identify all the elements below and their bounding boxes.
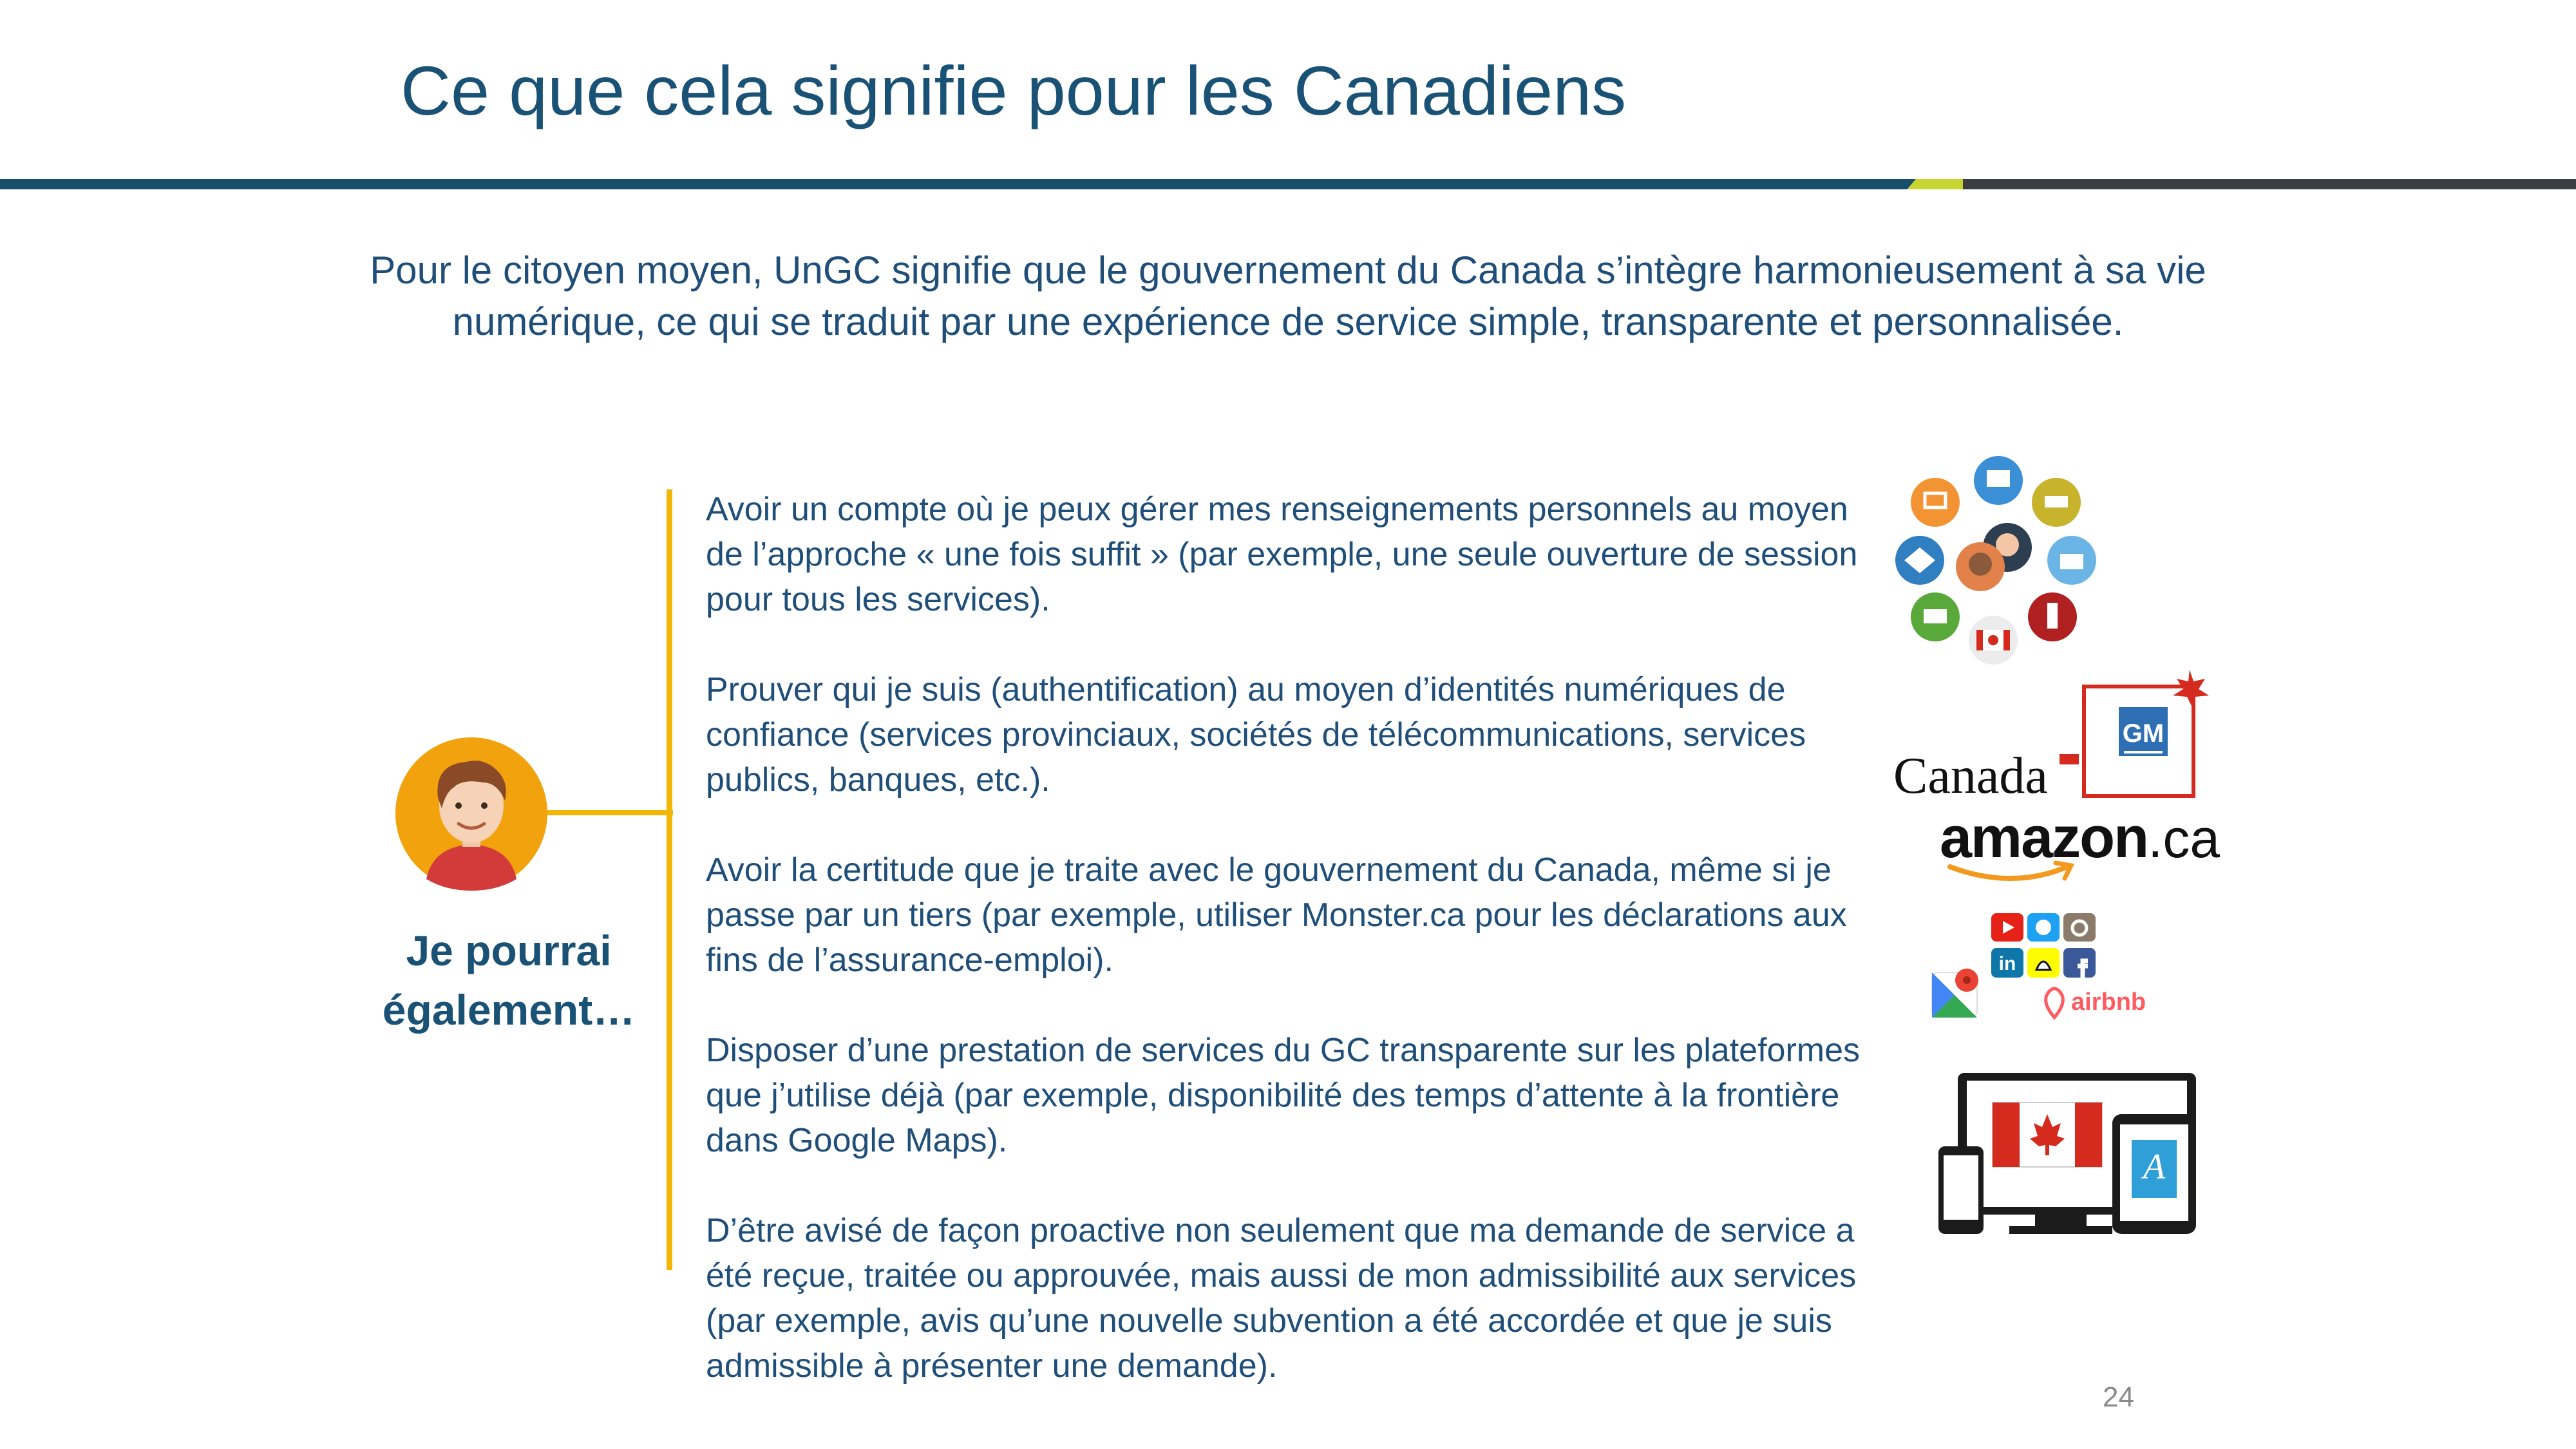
lead-heading-line-1: Je pourrai: [406, 927, 612, 974]
linkedin-icon-text: in: [1998, 953, 2016, 974]
devices-canada-icon: [1938, 1069, 2202, 1236]
lead-heading: [361, 921, 657, 1039]
item-list-bar: [667, 489, 672, 1270]
list-item: D’être avisé de façon proactive non seulement que ma demande de service a été reçue, traitée ou approuvée, mais aussi de mon admissibilité aux services (par exemple, avis qu’une nouvelle subvention a été accordée et que je suis admissible à présenter une demande).: [706, 1212, 1857, 1385]
page-number: 24: [2103, 1381, 2134, 1413]
item-list: [706, 487, 1865, 1434]
page-title: Ce que cela signifie pour les Canadiens: [401, 52, 1627, 129]
header-divider-dark: [1963, 179, 2576, 189]
services-cluster-icon: [1890, 451, 2103, 670]
person-avatar-icon: [394, 736, 549, 891]
intro-paragraph: Pour le citoyen moyen, UnGC signifie que le gouvernement du Canada s’intègre harmonieusement à sa vie numérique, ce qui se traduit par une expérience de service simple, transparente et personnalisée.: [370, 249, 2206, 343]
header-divider: [0, 179, 1938, 189]
lead-heading-line-2: également…: [382, 986, 636, 1034]
airbnb-icon-text: airbnb: [2071, 989, 2146, 1016]
social-media-icons: [1926, 908, 2170, 1024]
list-item: Avoir un compte où je peux gérer mes renseignements personnels au moyen de l’approche « une fois suffit » (par exemple, une seule ouverture de session pour tous les services).: [706, 491, 1858, 618]
list-item: Avoir la certitude que je traite avec le gouvernement du Canada, même si je passe par un tiers (par exemple, utiliser Monster.ca pour les déclarations aux fins de l’assurance-emploi).: [706, 851, 1847, 979]
amazon-logo: amazon.ca: [1940, 805, 2210, 889]
connector-line: [547, 810, 673, 815]
canada-wordmark-logo: Canada: [1893, 744, 2087, 808]
gm-logo: [2081, 670, 2210, 799]
gm-logo-text: GM: [2122, 719, 2164, 748]
list-item: Prouver qui je suis (authentification) au moyen d’identités numériques de confiance (services provinciaux, sociétés de télécommunications, services publics, banques, etc.).: [706, 671, 1806, 799]
svg-text:A: A: [2143, 1147, 2166, 1187]
list-item: Disposer d’une prestation de services du GC transparente sur les plateformes que j’utilise déjà (par exemple, disponibilité des temps d’attente à la frontière dans Google Maps).: [706, 1032, 1860, 1159]
